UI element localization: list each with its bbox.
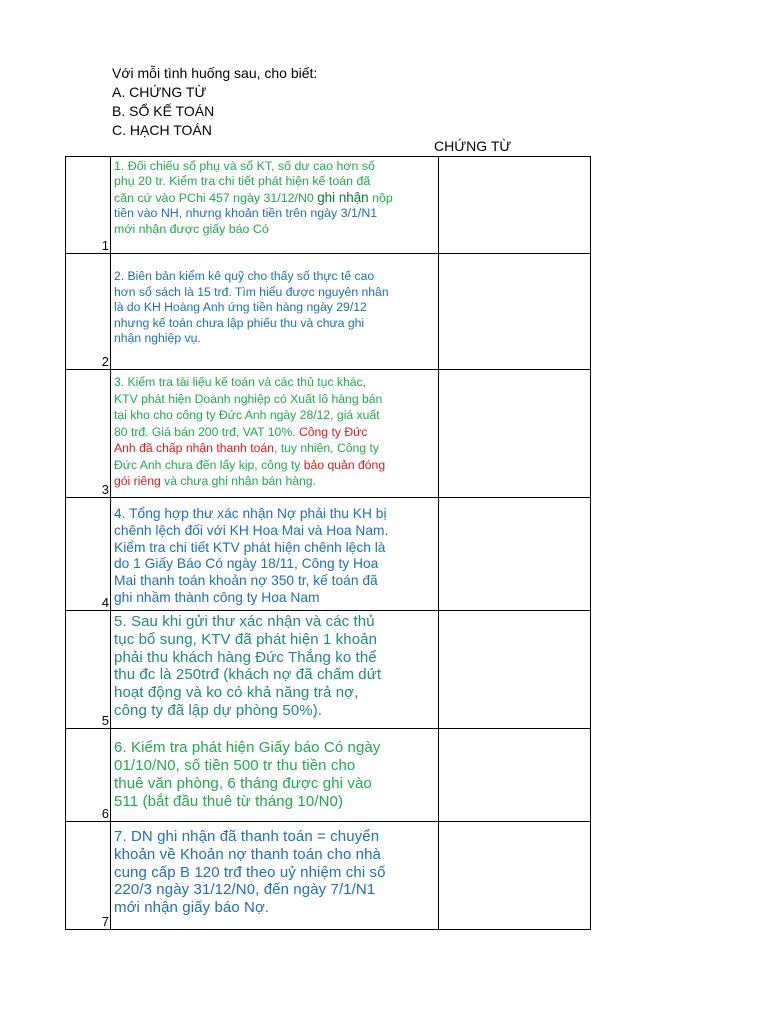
situation-line: công ty đã lập dự phòng 50%). [114, 701, 323, 719]
situation-line: ghi nhầm thành công ty Hoa Nam [114, 589, 320, 605]
situation-line: nhưng kế toán chưa lập phiếu thu và chưa ghi [114, 315, 365, 330]
situation-text [114, 731, 436, 811]
situation-line: 01/10/N0, số tiền 500 tr thu tiền cho [114, 757, 356, 774]
situation-line: nhận nghiệp vụ. [114, 331, 201, 345]
row-number-cell [66, 157, 111, 254]
row-number: 5 [101, 713, 109, 728]
situation-line: 6. Kiểm tra phát hiện Giấy báo Có ngày [114, 739, 381, 756]
table-row [66, 822, 591, 930]
situation-line: 220/3 ngày 31/12/N0, đến ngày 7/1/N1 [114, 881, 376, 899]
text-segment: Anh đã chấp nhận thanh toán [114, 441, 274, 455]
instructions [112, 64, 317, 140]
situation-line [114, 190, 436, 206]
table-row [66, 157, 591, 254]
table-row [66, 729, 591, 822]
answer-cell[interactable] [439, 157, 591, 254]
answer-cell[interactable] [439, 611, 591, 729]
text-segment: , tuy nhiên, Công ty [273, 441, 379, 455]
answer-cell[interactable] [439, 370, 591, 498]
row-number-cell [66, 822, 111, 930]
situation-text [114, 613, 436, 720]
situation-line: 4. Tổng hợp thư xác nhận Nợ phải thu KH bị [114, 506, 387, 521]
text-segment: 80 trđ. Giá bán 200 trđ, VAT 10%. [114, 424, 299, 439]
situation-text [114, 500, 436, 607]
situation-line: 511 (bắt đầu thuê từ tháng 10/N0) [114, 793, 344, 810]
situations-table [65, 156, 591, 930]
row-number-cell [66, 498, 111, 611]
table-row [66, 611, 591, 729]
row-number-cell [66, 729, 111, 822]
row-number-cell [66, 254, 111, 370]
situation-line [114, 440, 436, 457]
situation-line [114, 473, 436, 490]
situation-cell [111, 498, 439, 611]
text-segment: và chưa ghi nhận bán hàng. [160, 474, 316, 488]
situation-line [114, 457, 436, 474]
option-b: B. SỔ KẾ TOÁN [112, 103, 215, 119]
situation-line: cung cấp B 120 trđ theo uỷ nhiệm chi số [114, 863, 386, 881]
situation-text [114, 824, 436, 917]
situation-line: 1. Đối chiếu sổ phụ và sổ KT, số dư cao hơn số [114, 159, 375, 173]
situation-line: thu đc là 250trđ (khách nợ đã chấm dứt [114, 666, 382, 684]
situation-line: mới nhận giấy báo Nợ. [114, 899, 270, 917]
situation-cell [111, 822, 439, 930]
situation-line: là do KH Hoàng Anh ứng tiền hàng ngày 29/12 [114, 300, 367, 314]
row-number-cell [66, 611, 111, 729]
row-number-cell [66, 370, 111, 498]
situation-line: 7. DN ghi nhận đã thanh toán = chuyển [114, 828, 380, 845]
situation-line [114, 424, 436, 441]
situation-line: do 1 Giấy Báo Có ngày 18/11, Công ty Hoa [114, 556, 379, 572]
situation-text [114, 256, 436, 347]
situation-line: thuê văn phòng, 6 tháng được ghi vào [114, 775, 372, 792]
situation-line: phải thu khách hàng Đức Thắng ko thể [114, 648, 377, 666]
row-number: 7 [101, 914, 109, 929]
situation-line: hoạt động và ko có khả năng trả nợ, [114, 684, 359, 702]
row-number: 1 [101, 238, 109, 253]
text-segment: gói riêng [114, 474, 161, 488]
text-segment: bảo quản đóng [303, 457, 386, 472]
column-header-chung-tu: CHỨNG TỪ [434, 138, 512, 154]
instruction-question: Với mỗi tình huống sau, cho biết: [112, 65, 318, 81]
situation-line: tại kho cho công ty Đức Anh ngày 28/12, giá xuất [114, 408, 380, 422]
situation-line: 2. Biên bản kiểm kê quỹ cho thấy số thực tế cao [114, 269, 375, 283]
text-segment: ghi nhận [317, 189, 369, 205]
text-segment: căn cứ vào PChi 457 ngày 31/12/N0 [114, 190, 318, 205]
text-segment: Đức Anh chưa đến lấy kịp, công ty [114, 457, 304, 472]
text-segment: nộp [368, 190, 393, 205]
situation-line: khoản về Khoản nợ thanh toán cho nhà [114, 845, 381, 863]
situation-text [114, 159, 436, 237]
situation-cell [111, 611, 439, 729]
situation-text [114, 372, 436, 490]
row-number: 6 [101, 806, 109, 821]
option-c: C. HẠCH TOÁN [112, 122, 212, 138]
situation-line: 5. Sau khi gửi thư xác nhận và các thủ [114, 613, 375, 630]
text-segment: Công ty Đức [298, 424, 368, 439]
situation-line: KTV phát hiện Doanh nghiệp có Xuất lô hàng bán [114, 391, 383, 406]
situation-line: mới nhận được giấy báo Có [114, 221, 269, 236]
option-a: A. CHỨNG TỪ [112, 84, 207, 100]
situation-line: 3. Kiểm tra tài liệu kế toán và các thủ tục khác, [114, 375, 367, 389]
situation-cell [111, 157, 439, 254]
situation-line: tục bổ sung, KTV đã phát hiện 1 khoản [114, 630, 378, 648]
situation-line: chênh lệch đối với KH Hoa Mai và Hoa Nam. [114, 522, 389, 538]
situation-line: Mai thanh toán khoản nợ 350 tr, kế toán đã [114, 573, 378, 589]
row-number: 3 [101, 482, 109, 497]
table-row [66, 370, 591, 498]
situation-cell [111, 254, 439, 370]
table-row [66, 498, 591, 611]
answer-cell[interactable] [439, 822, 591, 930]
situation-cell [111, 729, 439, 822]
answer-cell[interactable] [439, 498, 591, 611]
table-row [66, 254, 591, 370]
row-number: 2 [101, 354, 109, 369]
situation-line: tiền vào NH, nhưng khoản tiền trên ngày 3/1/N1 [114, 206, 378, 221]
answer-cell[interactable] [439, 729, 591, 822]
situation-line: phụ 20 tr. Kiểm tra chi tiết phát hiện kế toán đã [114, 174, 371, 189]
row-number: 4 [101, 595, 109, 610]
situation-line: Kiểm tra chi tiết KTV phát hiện chênh lệch là [114, 539, 386, 555]
situation-line: hơn sổ sách là 15 trđ. Tìm hiểu được nguyên nhân [114, 284, 389, 299]
situation-cell [111, 370, 439, 498]
answer-cell[interactable] [439, 254, 591, 370]
